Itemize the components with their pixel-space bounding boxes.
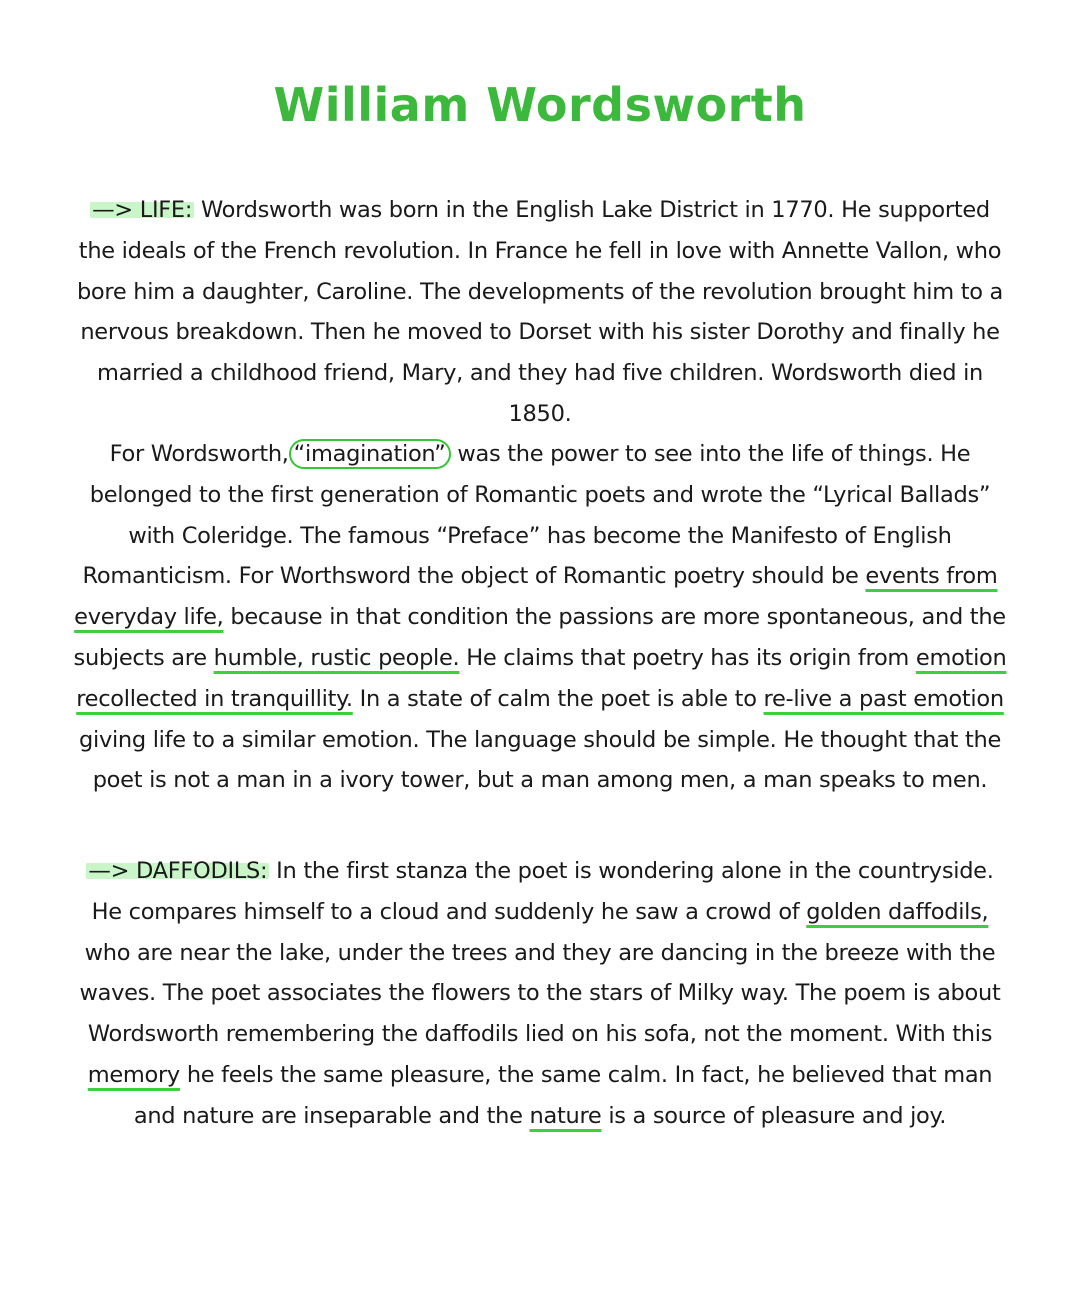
text-segment: He claims that poetry has its origin from: [466, 644, 910, 671]
arrow-icon: —>: [88, 858, 130, 884]
text-segment: In a state of calm the poet is able to: [359, 685, 757, 712]
text-segment: is a source of pleasure and joy.: [608, 1102, 947, 1129]
underlined-phrase: nature: [529, 1102, 602, 1129]
life-paragraph: [70, 190, 1010, 435]
arrow-marker: [86, 858, 269, 884]
daffodils-paragraph: [70, 851, 1010, 1137]
underlined-phrase: emotion recollected in tranquillity.: [76, 644, 1007, 712]
underlined-phrase: re-live a past emotion: [763, 685, 1004, 712]
text-segment: In the first stanza the poet is wondering alone in the countryside. He compares himself to a cloud and suddenly he saw a crowd of: [91, 858, 994, 925]
text-segment: For Wordsworth,: [109, 441, 289, 467]
underlined-phrase: humble, rustic people.: [213, 644, 460, 671]
page-title: William Wordsworth: [273, 78, 807, 132]
text-segment: who are near the lake, under the trees and they are dancing in the breeze with the waves. The poet associates the flowers to the stars of Milky way. The poem is about Wordsworth remembering the daffodils lied on his sofa, not the moment. With this: [79, 939, 1001, 1048]
life-text: Wordsworth was born in the English Lake District in 1770. He supported the ideals of the French revolution. In France he fell in love with Annette Vallon, who bore him a daughter, Caroline. The developments of the revolution brought him to a nervous breakdown. Then he moved to Dorset with his sister Dorothy and finally he married a childhood friend, Mary, and they had five children. Wordsworth died in 1850.: [76, 197, 1004, 427]
daffodils-heading: DAFFODILS:: [136, 858, 268, 884]
text-segment: giving life to a similar emotion. The language should be simple. He thought that the poet is not a man in a ivory tower, but a man among men, a man speaks to men.: [79, 726, 1001, 794]
imagination-paragraph: [70, 434, 1010, 801]
text-segment: because in that condition the passions are more spontaneous, and the subjects are: [73, 604, 1006, 671]
arrow-marker: [90, 197, 194, 223]
underlined-phrase: memory: [87, 1061, 180, 1088]
text-segment: was the power to see into the life of things. He belonged to the first generation of Romantic poets and wrote the “Lyrical Ballads” with Coleridge. The famous “Preface” has become the Manifesto of English Romanticism. For Worthsword the object of Romantic poetry should be: [82, 441, 991, 590]
underlined-phrase: events from everyday life,: [74, 563, 998, 631]
circled-term-imagination: “imagination”: [289, 439, 451, 469]
underlined-phrase: golden daffodils,: [806, 898, 989, 925]
arrow-icon: —>: [92, 197, 133, 223]
text-segment: he feels the same pleasure, the same calm. In fact, he believed that man and nature are inseparable and the: [133, 1061, 993, 1129]
life-heading: LIFE:: [139, 197, 193, 223]
